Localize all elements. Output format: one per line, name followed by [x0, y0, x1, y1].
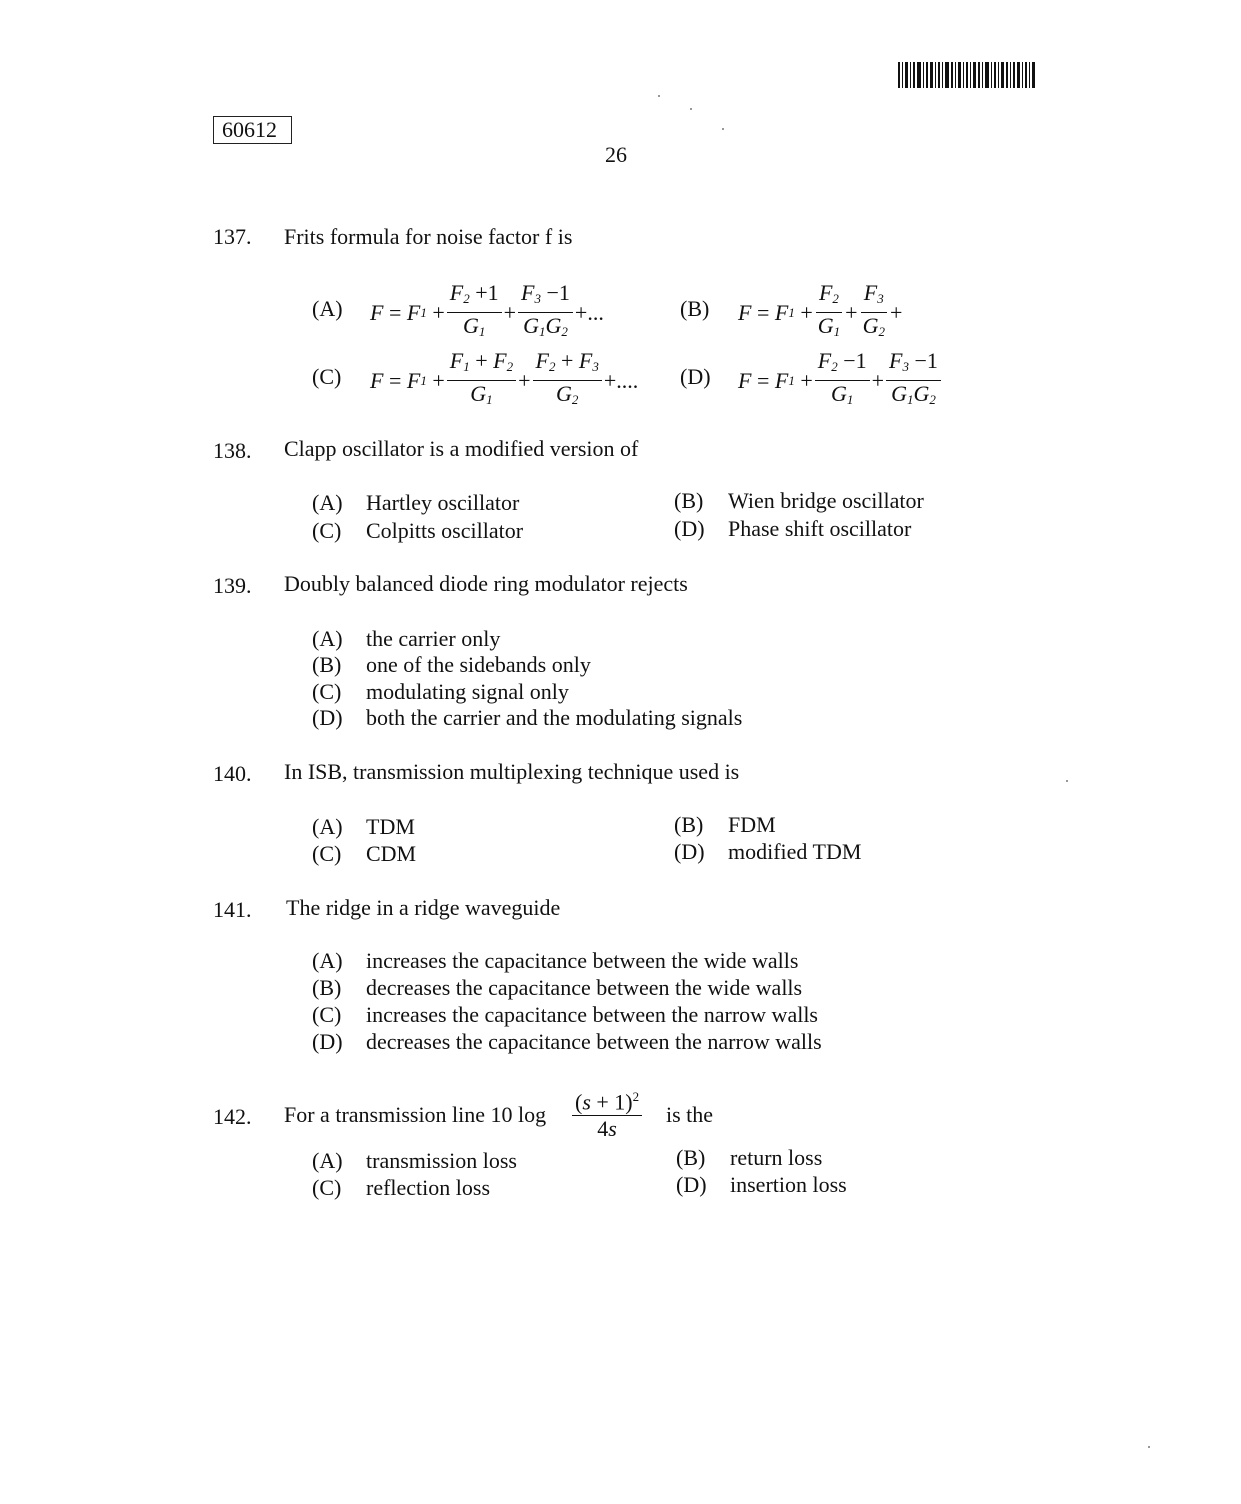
option-d	[312, 705, 742, 731]
option-label: (A)	[312, 948, 343, 973]
option-d	[674, 839, 861, 865]
formula-d: F = F 1 + $\frac{F_2 -1}{G_1}$ + $\frac{F_3 -1}{G_1G_2}$	[738, 348, 943, 413]
option-a	[312, 948, 798, 974]
formula-a: F = F 1 + $\frac{F_2 +1}{G_1}$ + $\frac{F_3 -1}{G_1G_2}$ +...	[370, 280, 604, 339]
option-d	[676, 1172, 847, 1198]
option-c	[312, 679, 569, 705]
option-text: insertion loss	[730, 1172, 847, 1197]
scan-speck	[1066, 780, 1068, 782]
option-c	[312, 1002, 818, 1028]
option-label: (B)	[674, 488, 704, 513]
question-text: Doubly balanced diode ring modulator rejects	[284, 571, 688, 596]
question-number: 140.	[213, 761, 252, 786]
option-b	[676, 1145, 822, 1171]
question-text: The ridge in a ridge waveguide	[286, 895, 561, 920]
option-label: (C)	[312, 1002, 342, 1027]
option-text: Wien bridge oscillator	[728, 488, 924, 513]
option-label: (D)	[312, 705, 343, 730]
barcode	[898, 62, 1056, 88]
question-text-before: For a transmission line 10 log	[284, 1102, 547, 1127]
option-text: FDM	[728, 812, 776, 837]
option-a	[312, 1148, 517, 1174]
option-label: (D)	[680, 364, 711, 389]
option-text: Colpitts oscillator	[366, 518, 524, 543]
option-label: (D)	[312, 1029, 343, 1054]
option-label: (A)	[312, 1148, 343, 1173]
scan-speck	[1148, 1446, 1150, 1448]
option-b	[312, 652, 591, 678]
option-label: (B)	[674, 812, 704, 837]
option-label: (C)	[312, 1175, 342, 1200]
option-a	[312, 490, 519, 516]
question-text: Clapp oscillator is a modified version of	[284, 436, 639, 461]
option-c	[312, 841, 416, 867]
option-label: (A)	[312, 296, 343, 321]
option-label: (B)	[676, 1145, 706, 1170]
option-text: Hartley oscillator	[366, 490, 520, 515]
option-label: (C)	[312, 518, 342, 543]
option-text: the carrier only	[366, 626, 501, 651]
option-text: decreases the capacitance between the wide walls	[366, 975, 803, 1000]
question-text: Frits formula for noise factor f is	[284, 224, 573, 249]
option-text: increases the capacitance between the wide walls	[366, 948, 799, 973]
option-label: (A)	[312, 814, 343, 839]
question-number: 138.	[213, 438, 252, 463]
option-d	[312, 1029, 822, 1055]
option-label: (D)	[674, 839, 705, 864]
option-label: (D)	[674, 516, 705, 541]
option-b	[674, 812, 776, 838]
paper-code: 60612	[213, 116, 292, 144]
option-text: Phase shift oscillator	[728, 516, 912, 541]
option-text: both the carrier and the modulating signals	[366, 705, 743, 730]
option-text: one of the sidebands only	[366, 652, 591, 677]
scan-speck	[658, 95, 660, 97]
option-text: return loss	[730, 1145, 823, 1170]
option-text: TDM	[366, 814, 415, 839]
option-text: modified TDM	[728, 839, 862, 864]
formula-c: F = F 1 + $\frac{F_1 + F_2}{G_1}$ + $\frac{F_2 + F_3}{G_2}$ +....	[370, 348, 639, 407]
option-label: (B)	[680, 296, 710, 321]
question-number: 137.	[213, 224, 252, 249]
formula-b: F = F 1 + $\frac{F_2}{G_1}$ + $\frac{F_3}{G_2}$ +	[738, 280, 903, 339]
option-label: (D)	[676, 1172, 707, 1197]
option-b	[312, 975, 802, 1001]
option-d	[674, 516, 911, 542]
formula-142: $\frac{(s + 1)^2}{4s}$	[570, 1084, 644, 1142]
option-label: (B)	[312, 975, 342, 1000]
option-text: modulating signal only	[366, 679, 569, 704]
option-text: reflection loss	[366, 1175, 491, 1200]
option-label: (B)	[312, 652, 342, 677]
question-number: 142.	[213, 1104, 252, 1129]
page-number: 26	[605, 142, 627, 167]
option-text: increases the capacitance between the narrow walls	[366, 1002, 818, 1027]
option-label: (C)	[312, 364, 342, 389]
option-text: CDM	[366, 841, 417, 866]
option-c	[312, 1175, 490, 1201]
option-text: decreases the capacitance between the narrow walls	[366, 1029, 822, 1054]
option-a	[312, 814, 415, 840]
question-number: 139.	[213, 573, 252, 598]
question-text: In ISB, transmission multiplexing technique used is	[284, 759, 740, 784]
option-label: (C)	[312, 841, 342, 866]
option-label: (A)	[312, 626, 343, 651]
option-a	[312, 626, 500, 652]
option-b	[674, 488, 924, 514]
question-text-after: is the	[666, 1102, 714, 1127]
option-text: transmission loss	[366, 1148, 517, 1173]
option-c	[312, 518, 523, 544]
question-number: 141.	[213, 897, 252, 922]
option-label: (A)	[312, 490, 343, 515]
scan-speck	[722, 128, 724, 130]
option-label: (C)	[312, 679, 342, 704]
scan-speck	[690, 108, 692, 110]
